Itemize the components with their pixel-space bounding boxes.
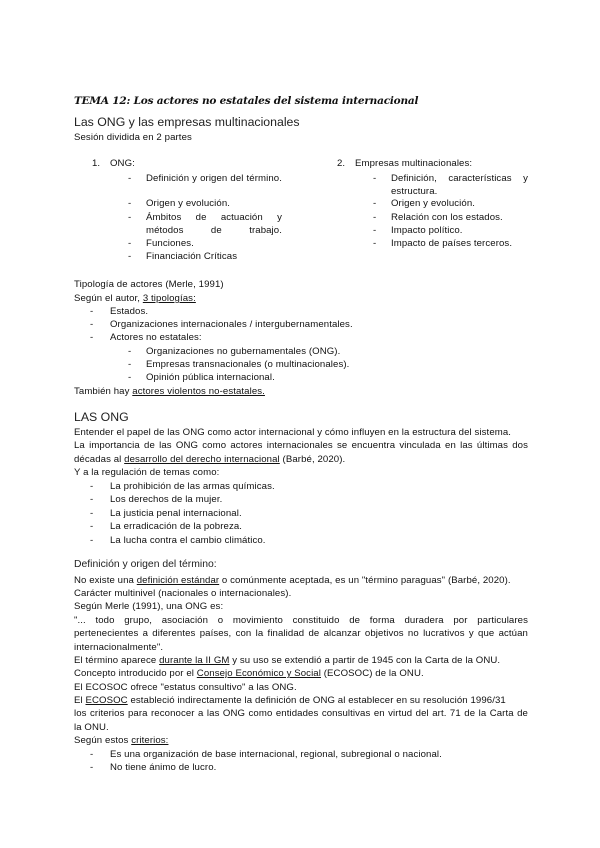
list-dash: -: [128, 359, 132, 370]
list-item: No tiene ánimo de lucro.: [110, 762, 217, 773]
list-dash: -: [90, 521, 94, 532]
list-dash: -: [373, 238, 377, 249]
paragraph-line: la ONU.: [74, 722, 109, 733]
underlined-text: ECOSOC: [85, 695, 128, 706]
list-item: Origen y evolución.: [146, 198, 231, 209]
section-heading-ong-empresas: Las ONG y las empresas multinacionales: [74, 115, 300, 129]
paragraph-line: El término aparece durante la II GM y su uso se extendió a partir de 1945 con la Carta de la ONU.: [74, 655, 501, 666]
list-number: 2.: [337, 158, 346, 169]
list-item: La prohibición de las armas químicas.: [110, 481, 275, 492]
paragraph-line: La importancia de las ONG como actores internacionales se encuentra vinculada en las últimas dos: [74, 440, 528, 451]
list-dash: -: [90, 481, 94, 492]
list-dash: -: [373, 173, 377, 184]
paragraph-line: El ECOSOC estableció indirectamente la definición de ONG al establecer en su resolución 1996/31: [74, 695, 506, 706]
list-dash: -: [90, 494, 94, 505]
document-title: TEMA 12: Los actores no estatales del sistema internacional: [74, 95, 419, 107]
section-heading-las-ong: LAS ONG: [74, 410, 129, 424]
list-item: Actores no estatales:: [110, 332, 202, 343]
paragraph-line: Y a la regulación de temas como:: [74, 467, 220, 478]
list-item: La erradicación de la pobreza.: [110, 521, 243, 532]
list-item: Es una organización de base internacional, regional, subregional o nacional.: [110, 749, 442, 760]
underlined-text: actores violentos no-estatales.: [132, 386, 265, 397]
paragraph-line: Concepto introducido por el Consejo Económico y Social (ECOSOC) de la ONU.: [74, 668, 424, 679]
list-dash: -: [90, 332, 94, 343]
list-dash: -: [128, 346, 132, 357]
list-dash: -: [128, 238, 132, 249]
list-dash: -: [90, 508, 94, 519]
list-item: Funciones.: [146, 238, 194, 249]
list-item: La justicia penal internacional.: [110, 508, 242, 519]
underlined-text: durante la II GM: [159, 655, 230, 666]
list-dash: -: [373, 225, 377, 236]
paragraph-line: Carácter multinivel (nacionales o internacionales).: [74, 588, 292, 599]
list-item: Definición y origen del término.: [146, 173, 282, 184]
list-dash: -: [90, 306, 94, 317]
list-item: Impacto político.: [391, 225, 463, 236]
list-dash: -: [128, 198, 132, 209]
list-item: Impacto de países terceros.: [391, 238, 513, 249]
paragraph-line: Entender el papel de las ONG como actor internacional y cómo influyen en la estructura del sistema.: [74, 427, 512, 438]
underlined-text: Consejo Económico y Social: [196, 668, 321, 679]
list-subitem: Opinión pública internacional.: [146, 372, 275, 383]
list-dash: -: [90, 319, 94, 330]
list-dash: -: [90, 535, 94, 546]
part2-label: Empresas multinacionales:: [355, 158, 473, 169]
list-dash: -: [373, 198, 377, 209]
underlined-text: definición estándar: [136, 575, 220, 586]
paragraph-line: los criterios para reconocer a las ONG como entidades consultivas en virtud del art. 71 de la Carta de: [74, 708, 528, 719]
list-item: Relación con los estados.: [391, 212, 503, 223]
list-dash: -: [128, 173, 132, 184]
quote-line: pertenecientes a diferentes países, con la finalidad de alcanzar objetivos no lucrativos y que actúan: [74, 628, 528, 639]
paragraph-line: décadas al desarrollo del derecho internacional (Barbé, 2020).: [74, 454, 346, 465]
tipologia-line: Tipología de actores (Merle, 1991): [74, 279, 224, 290]
list-item: Estados.: [110, 306, 149, 317]
underlined-text: criterios:: [131, 735, 169, 746]
also-line: También hay actores violentos no-estatales.: [74, 386, 265, 397]
paragraph-line: El ECOSOC ofrece "estatus consultivo" a las ONG.: [74, 682, 297, 693]
list-item: Origen y evolución.: [391, 198, 476, 209]
part1-label: ONG:: [110, 158, 135, 169]
list-item: Los derechos de la mujer.: [110, 494, 223, 505]
paragraph-line: Según estos criterios:: [74, 735, 169, 746]
list-dash: -: [373, 212, 377, 223]
quote-line: "... todo grupo, asociación o movimiento constituido de forma duradera por particulares: [74, 615, 528, 626]
paragraph-line: No existe una definición estándar o comúnmente aceptada, es un "término paraguas" (Barbé, 2020).: [74, 575, 511, 586]
list-dash: -: [90, 749, 94, 760]
underlined-text: 3 tipologías:: [142, 293, 196, 304]
session-subtitle: Sesión dividida en 2 partes: [74, 132, 192, 143]
list-dash: -: [128, 212, 132, 223]
list-item: Financiación Críticas: [146, 251, 238, 262]
list-subitem: Empresas transnacionales (o multinacionales).: [146, 359, 350, 370]
list-dash: -: [128, 251, 132, 262]
list-item: La lucha contra el cambio climático.: [110, 535, 266, 546]
list-dash: -: [90, 762, 94, 773]
paragraph-line: Según Merle (1991), una ONG es:: [74, 601, 224, 612]
list-subitem: Organizaciones no gubernamentales (ONG).: [146, 346, 341, 357]
quote-line: internacionalmente".: [74, 642, 164, 653]
list-number: 1.: [92, 158, 101, 169]
subsection-heading-definicion: Definición y origen del término:: [74, 559, 217, 570]
list-dash: -: [128, 372, 132, 383]
list-item: Ámbitos de actuación y métodos de trabajo.: [146, 212, 282, 237]
list-item: Organizaciones internacionales / intergubernamentales.: [110, 319, 353, 330]
list-item: Definición, características y estructura.: [391, 173, 528, 198]
underlined-text: desarrollo del derecho internacional: [124, 454, 280, 465]
tipologia-author-line: Según el autor, 3 tipologías:: [74, 293, 196, 304]
